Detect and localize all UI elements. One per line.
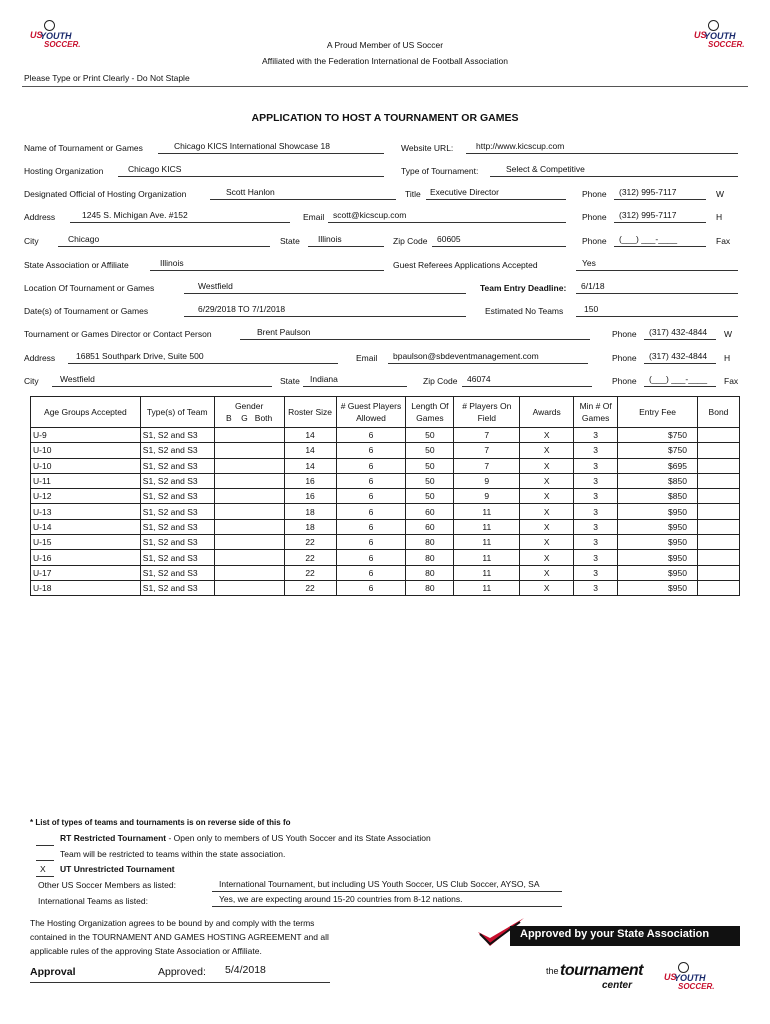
intl-field[interactable]: Yes, we are expecting around 15-20 countries from 8-12 nations. bbox=[219, 894, 463, 904]
ut-title: UT Unrestricted Tournament bbox=[60, 864, 175, 874]
zip-field[interactable]: 60605 bbox=[437, 234, 461, 244]
header-line2: Affiliated with the Federation International de Football Association bbox=[261, 56, 509, 66]
table-cell[interactable]: 3 bbox=[574, 580, 618, 595]
d-phone-fax-field[interactable]: (___) ___-____ bbox=[649, 374, 708, 384]
d-zip-field[interactable]: 46074 bbox=[467, 374, 491, 384]
referees-field[interactable]: Yes bbox=[582, 258, 596, 268]
agreement-line1: The Hosting Organization agrees to be bound by and comply with the terms bbox=[30, 918, 315, 928]
table-cell[interactable]: $750 bbox=[618, 428, 698, 443]
table-cell[interactable]: $950 bbox=[618, 535, 698, 550]
table-cell[interactable]: 3 bbox=[574, 535, 618, 550]
table-row bbox=[31, 428, 740, 443]
print-note: Please Type or Print Clearly - Do Not Staple bbox=[24, 73, 190, 83]
d-phone-label-3: Phone bbox=[612, 376, 637, 386]
title-label: Title bbox=[405, 189, 421, 199]
table-cell[interactable]: X bbox=[520, 504, 574, 519]
table-cell[interactable] bbox=[214, 550, 284, 565]
table-row bbox=[31, 519, 740, 534]
table-cell[interactable]: S1, S2 and S3 bbox=[140, 489, 214, 504]
table-cell[interactable]: 18 bbox=[284, 519, 336, 534]
col-length: Length Of Games bbox=[406, 397, 454, 428]
agreement-line2: contained in the TOURNAMENT AND GAMES HOSTING AGREEMENT and all bbox=[30, 932, 329, 942]
table-cell[interactable]: S1, S2 and S3 bbox=[140, 443, 214, 458]
col-awards: Awards bbox=[520, 397, 574, 428]
ut-checkbox[interactable]: X bbox=[40, 864, 46, 874]
tournament-name-field[interactable]: Chicago KICS International Showcase 18 bbox=[174, 141, 330, 151]
table-cell[interactable]: 7 bbox=[454, 443, 520, 458]
col-players-field: # Players On Field bbox=[454, 397, 520, 428]
dates-field[interactable]: 6/29/2018 TO 7/1/2018 bbox=[198, 304, 286, 314]
table-cell[interactable]: 22 bbox=[284, 580, 336, 595]
table-cell[interactable] bbox=[214, 458, 284, 473]
table-cell[interactable]: 3 bbox=[574, 504, 618, 519]
table-cell[interactable]: 3 bbox=[574, 565, 618, 580]
list-note: * List of types of teams and tournaments is on reverse side of this fo bbox=[30, 818, 291, 827]
official-label: Designated Official of Hosting Organization bbox=[24, 189, 187, 199]
table-header-row bbox=[31, 397, 740, 428]
table-cell[interactable] bbox=[697, 443, 739, 458]
email-field[interactable]: scott@kicscup.com bbox=[333, 210, 407, 220]
table-cell[interactable] bbox=[697, 489, 739, 504]
d-email-field[interactable]: bpaulson@sbdeventmanagement.com bbox=[393, 351, 539, 361]
tournament-name-label: Name of Tournament or Games bbox=[24, 143, 143, 153]
table-row bbox=[31, 580, 740, 595]
city-field[interactable]: Chicago bbox=[68, 234, 100, 244]
table-cell[interactable]: 3 bbox=[574, 443, 618, 458]
table-cell[interactable]: 6 bbox=[336, 580, 406, 595]
table-cell[interactable]: 14 bbox=[284, 443, 336, 458]
banner-text: Approved by your State Association bbox=[520, 928, 710, 940]
table-cell[interactable]: 16 bbox=[284, 473, 336, 488]
table-cell[interactable]: 9 bbox=[454, 473, 520, 488]
table-cell[interactable]: 11 bbox=[454, 535, 520, 550]
d-zip-label: Zip Code bbox=[423, 376, 458, 386]
est-teams-field[interactable]: 150 bbox=[584, 304, 599, 314]
table-cell[interactable] bbox=[697, 519, 739, 534]
location-field[interactable]: Westfield bbox=[198, 281, 233, 291]
table-cell[interactable]: S1, S2 and S3 bbox=[140, 580, 214, 595]
director-field[interactable]: Brent Paulson bbox=[257, 327, 311, 337]
table-cell[interactable]: X bbox=[520, 565, 574, 580]
table-row bbox=[31, 504, 740, 519]
table-cell[interactable] bbox=[697, 428, 739, 443]
table-cell[interactable]: 6 bbox=[336, 473, 406, 488]
soccer-ball-icon bbox=[708, 20, 719, 31]
type-field[interactable]: Select & Competitive bbox=[506, 164, 585, 174]
address-field[interactable]: 1245 S. Michigan Ave. #152 bbox=[82, 210, 188, 220]
table-cell[interactable]: 11 bbox=[454, 580, 520, 595]
table-cell[interactable] bbox=[214, 443, 284, 458]
table-cell[interactable]: U-15 bbox=[31, 535, 141, 550]
address-label: Address bbox=[24, 212, 56, 222]
table-cell[interactable]: 6 bbox=[336, 535, 406, 550]
table-cell[interactable]: 80 bbox=[406, 565, 454, 580]
table-cell[interactable]: S1, S2 and S3 bbox=[140, 565, 214, 580]
col-bond: Bond bbox=[697, 397, 739, 428]
table-cell[interactable]: 6 bbox=[336, 504, 406, 519]
divider bbox=[22, 86, 748, 87]
other-label: Other US Soccer Members as listed: bbox=[38, 880, 176, 890]
table-cell[interactable]: $850 bbox=[618, 489, 698, 504]
table-cell[interactable] bbox=[697, 580, 739, 595]
d-address-label: Address bbox=[24, 353, 56, 363]
table-cell[interactable]: S1, S2 and S3 bbox=[140, 473, 214, 488]
d-state-label: State bbox=[280, 376, 300, 386]
website-field[interactable]: http://www.kicscup.com bbox=[476, 141, 565, 151]
table-cell[interactable]: 6 bbox=[336, 489, 406, 504]
table-cell[interactable]: S1, S2 and S3 bbox=[140, 428, 214, 443]
table-cell[interactable]: 14 bbox=[284, 458, 336, 473]
d-city-label: City bbox=[24, 376, 39, 386]
header-line1: A Proud Member of US Soccer bbox=[326, 40, 444, 50]
table-cell[interactable]: 22 bbox=[284, 550, 336, 565]
table-cell[interactable]: X bbox=[520, 473, 574, 488]
table-cell[interactable]: U-11 bbox=[31, 473, 141, 488]
approved-banner bbox=[476, 914, 742, 950]
table-cell[interactable] bbox=[214, 565, 284, 580]
table-row bbox=[31, 565, 740, 580]
tournament-center-logo: the tournament center bbox=[546, 962, 643, 991]
table-cell[interactable]: 7 bbox=[454, 428, 520, 443]
soccer-ball-icon bbox=[44, 20, 55, 31]
table-cell[interactable] bbox=[697, 550, 739, 565]
table-cell[interactable] bbox=[214, 489, 284, 504]
table-cell[interactable]: $950 bbox=[618, 504, 698, 519]
table-cell[interactable]: 80 bbox=[406, 580, 454, 595]
table-cell[interactable] bbox=[214, 473, 284, 488]
table-cell[interactable]: 11 bbox=[454, 504, 520, 519]
table-cell[interactable]: U-12 bbox=[31, 489, 141, 504]
phone-label-2: Phone bbox=[582, 212, 607, 222]
table-cell[interactable] bbox=[214, 580, 284, 595]
table-cell[interactable]: 6 bbox=[336, 458, 406, 473]
phone-h-tag: H bbox=[716, 212, 723, 222]
phone-label: Phone bbox=[582, 189, 607, 199]
table-cell[interactable]: $850 bbox=[618, 473, 698, 488]
approved-date: 5/4/2018 bbox=[225, 964, 266, 976]
table-cell[interactable]: 14 bbox=[284, 428, 336, 443]
table-cell[interactable] bbox=[697, 535, 739, 550]
city-label: City bbox=[24, 236, 39, 246]
table-cell[interactable]: 50 bbox=[406, 428, 454, 443]
phone-h-field[interactable]: (312) 995-7117 bbox=[619, 210, 677, 220]
phone-fax-tag: Fax bbox=[716, 236, 731, 246]
assoc-label: State Association or Affiliate bbox=[24, 260, 129, 270]
table-row bbox=[31, 473, 740, 488]
d-phone-h-field[interactable]: (317) 432-4844 bbox=[649, 351, 708, 361]
col-entry-fee: Entry Fee bbox=[618, 397, 698, 428]
table-cell[interactable]: 18 bbox=[284, 504, 336, 519]
table-cell[interactable]: 16 bbox=[284, 489, 336, 504]
table-cell[interactable]: 3 bbox=[574, 519, 618, 534]
phone-w-tag: W bbox=[716, 189, 725, 199]
table-cell[interactable]: X bbox=[520, 550, 574, 565]
table-cell[interactable] bbox=[697, 504, 739, 519]
phone-w-field[interactable]: (312) 995-7117 bbox=[619, 187, 677, 197]
table-cell[interactable]: 50 bbox=[406, 458, 454, 473]
table-cell[interactable] bbox=[214, 504, 284, 519]
d-city-field[interactable]: Westfield bbox=[60, 374, 95, 384]
col-min-games: Min # Of Games bbox=[574, 397, 618, 428]
rt-title: RT Restricted Tournament bbox=[60, 833, 167, 843]
us-youth-soccer-logo-left: US YOUTH SOCCER. bbox=[30, 20, 76, 54]
email-label: Email bbox=[303, 212, 325, 222]
table-cell[interactable]: S1, S2 and S3 bbox=[140, 458, 214, 473]
us-youth-soccer-logo-bottom: US YOUTH SOCCER. bbox=[664, 962, 710, 996]
title-field[interactable]: Executive Director bbox=[430, 187, 499, 197]
d-email-label: Email bbox=[356, 353, 378, 363]
table-cell[interactable]: $950 bbox=[618, 550, 698, 565]
table-cell[interactable]: 6 bbox=[336, 550, 406, 565]
table-cell[interactable]: $950 bbox=[618, 565, 698, 580]
table-cell[interactable]: 50 bbox=[406, 443, 454, 458]
website-label: Website URL: bbox=[401, 143, 454, 153]
rt-desc: - Open only to members of US Youth Soccer and its State Association bbox=[166, 833, 431, 843]
col-age-groups: Age Groups Accepted bbox=[31, 397, 141, 428]
table-cell[interactable]: U-18 bbox=[31, 580, 141, 595]
table-row bbox=[31, 443, 740, 458]
est-teams-label: Estimated No Teams bbox=[485, 306, 564, 316]
table-cell[interactable]: 6 bbox=[336, 565, 406, 580]
state-field[interactable]: Illinois bbox=[318, 234, 342, 244]
age-groups-table bbox=[30, 396, 740, 596]
table-cell[interactable]: U-10 bbox=[31, 458, 141, 473]
table-cell[interactable]: 11 bbox=[454, 550, 520, 565]
table-cell[interactable]: $950 bbox=[618, 519, 698, 534]
table-cell[interactable]: U-17 bbox=[31, 565, 141, 580]
form-title: APPLICATION TO HOST A TOURNAMENT OR GAMES bbox=[251, 112, 519, 124]
phone-fax-field[interactable]: (___) ___-____ bbox=[619, 234, 678, 244]
table-cell[interactable]: S1, S2 and S3 bbox=[140, 535, 214, 550]
official-field[interactable]: Scott Hanlon bbox=[226, 187, 275, 197]
deadline-label: Team Entry Deadline: bbox=[480, 283, 567, 293]
table-cell[interactable]: 6 bbox=[336, 443, 406, 458]
approved-label: Approved: bbox=[158, 966, 206, 978]
col-team-type: Type(s) of Team bbox=[140, 397, 214, 428]
table-row bbox=[31, 458, 740, 473]
table-cell[interactable]: X bbox=[520, 519, 574, 534]
other-field[interactable]: International Tournament, but including US Youth Soccer, US Club Soccer, AYSO, SA bbox=[219, 879, 540, 889]
table-cell[interactable]: S1, S2 and S3 bbox=[140, 504, 214, 519]
table-cell[interactable]: 50 bbox=[406, 473, 454, 488]
table-cell[interactable] bbox=[697, 458, 739, 473]
table-cell[interactable]: S1, S2 and S3 bbox=[140, 519, 214, 534]
director-label: Tournament or Games Director or Contact Person bbox=[24, 329, 212, 339]
d-address-field[interactable]: 16851 Southpark Drive, Suite 500 bbox=[76, 351, 204, 361]
d-phone-w-field[interactable]: (317) 432-4844 bbox=[649, 327, 708, 337]
table-cell[interactable]: U-13 bbox=[31, 504, 141, 519]
table-cell[interactable]: 60 bbox=[406, 504, 454, 519]
d-state-field[interactable]: Indiana bbox=[310, 374, 338, 384]
table-cell[interactable]: 3 bbox=[574, 428, 618, 443]
table-cell[interactable] bbox=[697, 565, 739, 580]
table-cell[interactable]: 80 bbox=[406, 550, 454, 565]
table-cell[interactable] bbox=[214, 519, 284, 534]
table-cell[interactable]: $695 bbox=[618, 458, 698, 473]
table-cell[interactable]: 60 bbox=[406, 519, 454, 534]
table-cell[interactable]: X bbox=[520, 428, 574, 443]
table-cell[interactable]: 22 bbox=[284, 565, 336, 580]
col-roster: Roster Size bbox=[284, 397, 336, 428]
table-cell[interactable]: 6 bbox=[336, 428, 406, 443]
table-cell[interactable]: 3 bbox=[574, 489, 618, 504]
d-phone-label-2: Phone bbox=[612, 353, 637, 363]
table-cell[interactable]: X bbox=[520, 535, 574, 550]
table-cell[interactable]: X bbox=[520, 458, 574, 473]
table-cell[interactable]: 6 bbox=[336, 519, 406, 534]
table-cell[interactable]: U-16 bbox=[31, 550, 141, 565]
table-cell[interactable]: $950 bbox=[618, 580, 698, 595]
table-cell[interactable]: 7 bbox=[454, 458, 520, 473]
table-cell[interactable]: 22 bbox=[284, 535, 336, 550]
table-row bbox=[31, 535, 740, 550]
deadline-field[interactable]: 6/1/18 bbox=[581, 281, 605, 291]
hosting-org-field[interactable]: Chicago KICS bbox=[128, 164, 182, 174]
type-label: Type of Tournament: bbox=[401, 166, 479, 176]
state-label: State bbox=[280, 236, 300, 246]
dates-label: Date(s) of Tournament or Games bbox=[24, 306, 149, 316]
hosting-org-label: Hosting Organization bbox=[24, 166, 104, 176]
table-row bbox=[31, 550, 740, 565]
table-cell[interactable]: U-9 bbox=[31, 428, 141, 443]
phone-label-3: Phone bbox=[582, 236, 607, 246]
agreement-line3: applicable rules of the approving State Association or Affiliate. bbox=[30, 946, 262, 956]
table-cell[interactable]: X bbox=[520, 580, 574, 595]
rt-desc2: Team will be restricted to teams within the state association. bbox=[60, 849, 286, 859]
table-cell[interactable]: X bbox=[520, 443, 574, 458]
table-cell[interactable]: 9 bbox=[454, 489, 520, 504]
assoc-field[interactable]: Illinois bbox=[160, 258, 184, 268]
table-cell[interactable]: S1, S2 and S3 bbox=[140, 550, 214, 565]
d-phone-label: Phone bbox=[612, 329, 637, 339]
table-cell[interactable]: 80 bbox=[406, 535, 454, 550]
rt-line bbox=[60, 833, 431, 843]
table-cell[interactable] bbox=[214, 428, 284, 443]
table-cell[interactable]: 3 bbox=[574, 458, 618, 473]
referees-label: Guest Referees Applications Accepted bbox=[393, 260, 538, 270]
table-cell[interactable]: $750 bbox=[618, 443, 698, 458]
d-phone-w-tag: W bbox=[724, 329, 733, 339]
table-row bbox=[31, 489, 740, 504]
intl-label: International Teams as listed: bbox=[38, 896, 148, 906]
col-guest-players: # Guest Players Allowed bbox=[336, 397, 406, 428]
location-label: Location Of Tournament or Games bbox=[24, 283, 155, 293]
table-cell[interactable]: 11 bbox=[454, 565, 520, 580]
col-gender: Gender B G Both bbox=[214, 397, 284, 428]
approval-label: Approval bbox=[30, 966, 76, 978]
table-cell[interactable]: 3 bbox=[574, 550, 618, 565]
table-cell[interactable] bbox=[697, 473, 739, 488]
zip-label: Zip Code bbox=[393, 236, 428, 246]
table-cell[interactable]: X bbox=[520, 489, 574, 504]
soccer-ball-icon bbox=[678, 962, 689, 973]
us-youth-soccer-logo-right: US YOUTH SOCCER. bbox=[694, 20, 740, 54]
d-phone-fax-tag: Fax bbox=[724, 376, 739, 386]
table-cell[interactable]: U-14 bbox=[31, 519, 141, 534]
table-cell[interactable]: 11 bbox=[454, 519, 520, 534]
table-cell[interactable]: 50 bbox=[406, 489, 454, 504]
table-cell[interactable] bbox=[214, 535, 284, 550]
table-cell[interactable]: U-10 bbox=[31, 443, 141, 458]
table-cell[interactable]: 3 bbox=[574, 473, 618, 488]
d-phone-h-tag: H bbox=[724, 353, 731, 363]
